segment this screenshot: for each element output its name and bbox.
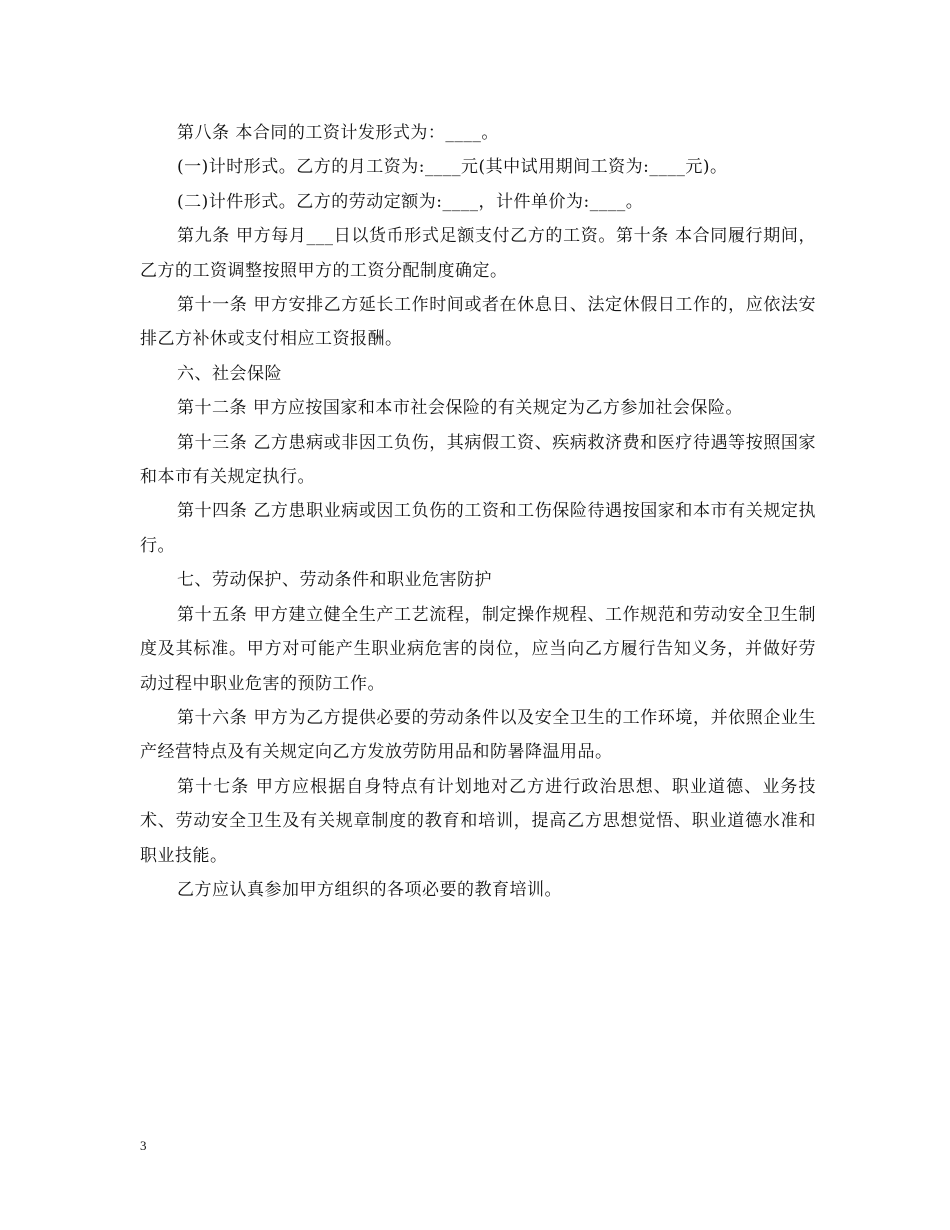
document-body xyxy=(140,116,816,907)
paragraph-piece-wage: (二)计件形式。乙方的劳动定额为:____，计件单价为:____。 xyxy=(177,191,644,212)
paragraph-article-9-10: 第九条 甲方每月___日以货币形式足额支付乙方的工资。第十条 本合同履行期间，乙方的工资调整按照甲方的工资分配制度确定。 xyxy=(140,226,816,281)
section-heading-social-insurance: 六、社会保险 xyxy=(177,363,282,384)
paragraph-article-12: 第十二条 甲方应按国家和本市社会保险的有关规定为乙方参加社会保险。 xyxy=(177,398,743,419)
section-heading-labor-protection: 七、劳动保护、劳动条件和职业危害防护 xyxy=(177,570,492,591)
paragraph-training-obligation: 乙方应认真参加甲方组织的各项必要的教育培训。 xyxy=(177,879,562,900)
paragraph-time-wage: (一)计时形式。乙方的月工资为:____元(其中试用期间工资为:____元)。 xyxy=(177,157,728,178)
paragraph-article-17: 第十七条 甲方应根据自身特点有计划地对乙方进行政治思想、职业道德、业务技术、劳动安全卫生及有关规章制度的教育和培训，提高乙方思想觉悟、职业道德水准和职业技能。 xyxy=(140,776,816,866)
paragraph-article-13: 第十三条 乙方患病或非因工负伤，其病假工资、疾病救济费和医疗待遇等按照国家和本市有关规定执行。 xyxy=(140,432,816,488)
paragraph-article-15: 第十五条 甲方建立健全生产工艺流程，制定操作规程、工作规范和劳动安全卫生制度及其标准。甲方对可能产生职业病危害的岗位，应当向乙方履行告知义务，并做好劳动过程中职业危害的预防工作。 xyxy=(140,604,816,694)
paragraph-article-8: 第八条 本合同的工资计发形式为：____。 xyxy=(177,123,499,143)
paragraph-article-11: 第十一条 甲方安排乙方延长工作时间或者在休息日、法定休假日工作的，应依法安排乙方补休或支付相应工资报酬。 xyxy=(140,295,816,350)
paragraph-article-16: 第十六条 甲方为乙方提供必要的劳动条件以及安全卫生的工作环境，并依照企业生产经营特点及有关规定向乙方发放劳防用品和防暑降温用品。 xyxy=(140,707,816,763)
paragraph-article-14: 第十四条 乙方患职业病或因工负伤的工资和工伤保险待遇按国家和本市有关规定执行。 xyxy=(140,501,816,556)
page-number: 3 xyxy=(140,1138,147,1153)
